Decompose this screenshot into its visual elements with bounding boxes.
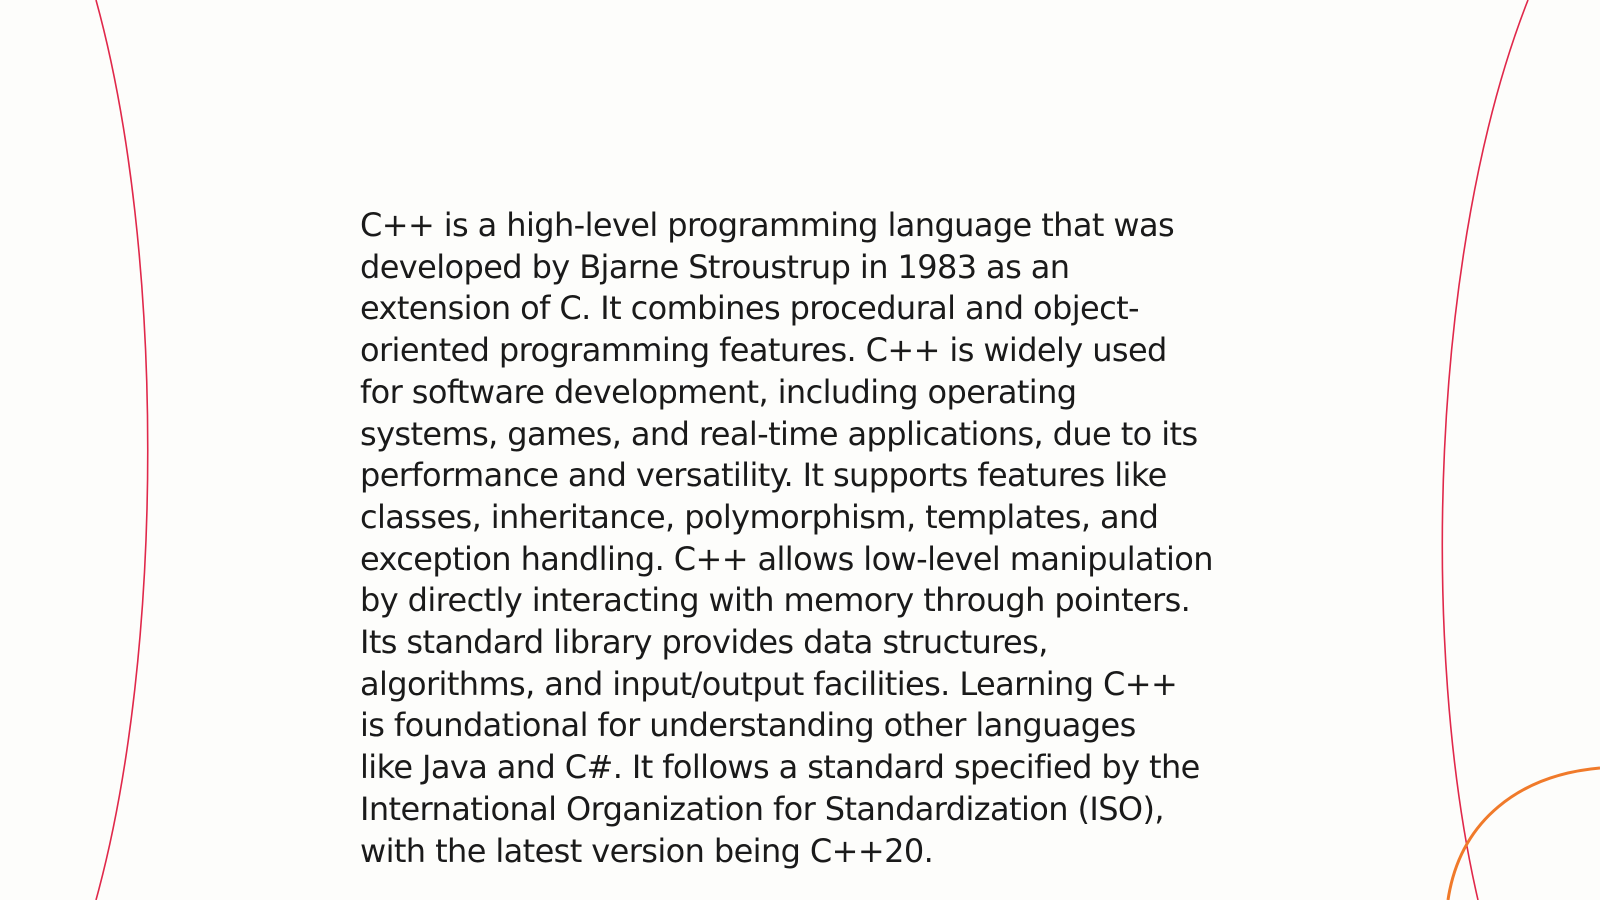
- text-line: systems, games, and real-time applications, due to its: [360, 414, 1198, 453]
- text-line: is foundational for understanding other languages: [360, 706, 1136, 745]
- text-line: classes, inheritance, polymorphism, templates, and: [360, 497, 1159, 536]
- right-red-curve: [1442, 0, 1528, 900]
- text-line: exception handling. C++ allows low-level manipulation: [360, 539, 1213, 578]
- text-line: algorithms, and input/output facilities. Learning C++: [360, 664, 1178, 703]
- text-line: with the latest version being C++20.: [360, 831, 934, 870]
- text-line: C++ is a high-level programming language that was: [360, 206, 1175, 244]
- text-line: extension of C. It combines procedural and object-: [360, 289, 1139, 328]
- left-red-curve: [96, 0, 148, 900]
- text-line: by directly interacting with memory through pointers.: [360, 581, 1191, 620]
- text-line: for software development, including operating: [360, 372, 1077, 411]
- orange-arc: [1448, 768, 1600, 900]
- text-line: International Organization for Standardization (ISO),: [360, 789, 1164, 828]
- text-line: performance and versatility. It supports features like: [360, 456, 1167, 495]
- text-line: oriented programming features. C++ is widely used: [360, 331, 1167, 370]
- body-paragraph: [360, 205, 1250, 872]
- text-line: Its standard library provides data structures,: [360, 623, 1048, 662]
- text-line: like Java and C#. It follows a standard specified by the: [360, 748, 1200, 787]
- text-line: developed by Bjarne Stroustrup in 1983 as an: [360, 247, 1070, 286]
